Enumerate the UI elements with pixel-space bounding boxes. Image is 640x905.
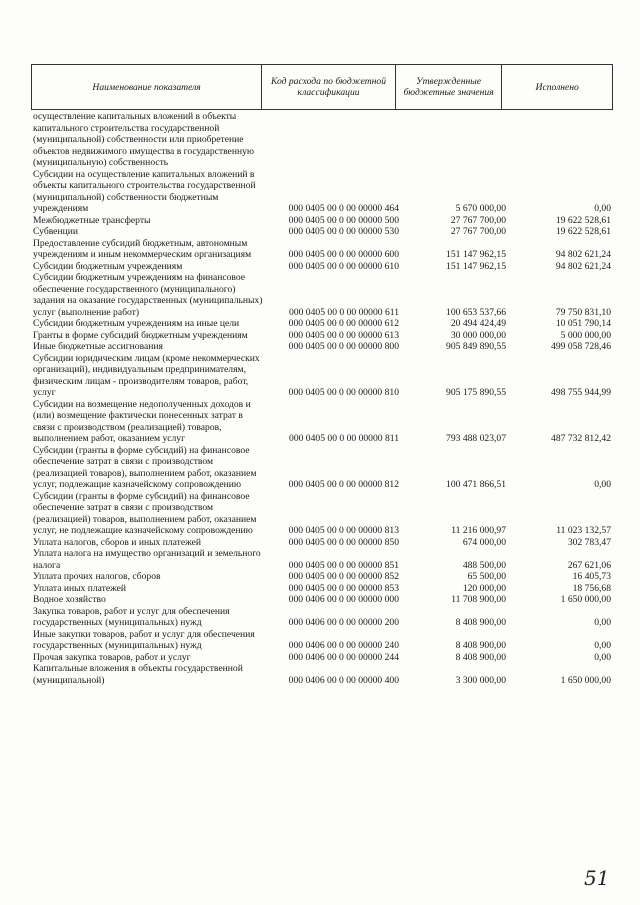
row-approved: 8 408 900,00 <box>455 617 506 628</box>
row-approved: 20 494 424,49 <box>450 318 506 329</box>
row-code: 000 0405 00 0 00 00000 800 <box>288 341 399 352</box>
row-code: 000 0405 00 0 00 00000 613 <box>288 329 399 341</box>
row-name: Субсидии бюджетным учреждениям <box>33 260 183 272</box>
row-executed: 5 000 000,00 <box>560 329 611 341</box>
table-row <box>33 583 613 595</box>
row-name: Субсидии на осуществление капитальных вложений в объекты капитального строительства государственной (муниципальной) собственности бюджетным учреждениям <box>33 168 256 214</box>
row-code: 000 0405 00 0 00 00000 610 <box>288 260 399 272</box>
row-approved: 905 175 890,55 <box>446 387 506 398</box>
header-name: Наименование показателя <box>92 81 201 93</box>
row-approved: 27 767 700,00 <box>450 226 506 237</box>
row-approved: 5 670 000,00 <box>455 203 506 214</box>
row-code: 000 0406 00 0 00 00000 200 <box>288 617 399 628</box>
row-name: Субсидии бюджетным учреждениям на финансовое обеспечение государственного (муниципального) задания на оказание государственных (муниципальных) услуг (выполнение работ) <box>33 272 263 318</box>
row-code: 000 0405 00 0 00 00000 464 <box>288 203 399 214</box>
row-code: 000 0406 00 0 00 00000 244 <box>288 651 399 663</box>
row-executed: 267 621,06 <box>567 559 611 571</box>
row-approved: 793 488 023,07 <box>446 433 506 444</box>
row-approved: 120 000,00 <box>462 582 506 594</box>
row-code: 000 0405 00 0 00 00000 850 <box>288 536 399 548</box>
row-approved: 100 653 537,66 <box>446 306 506 318</box>
table-row <box>33 318 613 330</box>
row-approved: 8 408 900,00 <box>455 651 506 663</box>
row-code: 000 0405 00 0 00 00000 813 <box>288 525 399 536</box>
header-approved: Утвержденные бюджетные значения <box>395 65 502 109</box>
table-body <box>33 111 613 686</box>
table-row <box>33 537 613 549</box>
row-approved: 11 708 900,00 <box>451 594 506 605</box>
table-row <box>33 226 613 238</box>
row-code: 000 0405 00 0 00 00000 500 <box>288 214 399 226</box>
row-approved: 674 000,00 <box>462 536 506 548</box>
row-approved: 11 216 000,97 <box>451 525 506 536</box>
row-executed: 94 802 621,24 <box>555 260 611 272</box>
row-name: Субсидии (гранты в форме субсидий) на финансовое обеспечение затрат в связи с производством (реализацией) товаров, выполнением работ, оказанием услуг, не подлежащие казначейскому сопровождению <box>33 490 257 536</box>
row-name: Гранты в форме субсидий бюджетным учреждениям <box>33 329 248 341</box>
table-row <box>33 548 613 571</box>
row-executed: 302 783,47 <box>567 536 611 548</box>
row-name: Межбюджетные трансферты <box>33 214 151 226</box>
table-header <box>31 64 613 110</box>
row-code: 000 0405 00 0 00 00000 851 <box>288 559 399 571</box>
row-name: Субсидии на возмещение недополученных доходов и (или) возмещение фактически понесенных затрат в связи с производством (реализацией) товаров, выполнением работ, оказанием услуг <box>33 398 251 444</box>
row-executed: 499 058 728,46 <box>551 341 611 352</box>
header-executed: Исполнено <box>501 65 612 109</box>
row-name: Водное хозяйство <box>33 594 106 605</box>
row-executed: 18 756,68 <box>572 582 611 594</box>
row-name: Субсидии (гранты в форме субсидий) на финансовое обеспечение затрат в связи с производством (реализацией товаров), выполнением работ, оказанием услуг, подлежащие казначейскому сопровождению <box>33 444 257 490</box>
table-row <box>33 606 613 629</box>
row-name: Закупка товаров, работ и услуг для обеспечения государственных (муниципальных) нужд <box>33 605 230 628</box>
row-approved: 488 500,00 <box>462 559 506 571</box>
table-row <box>33 261 613 273</box>
row-code: 000 0405 00 0 00 00000 811 <box>289 433 399 444</box>
row-executed: 487 732 812,42 <box>551 433 611 444</box>
table-row <box>33 571 613 583</box>
row-name: Уплата прочих налогов, сборов <box>33 571 161 582</box>
row-name: Иные бюджетные ассигнования <box>33 341 163 352</box>
row-code: 000 0405 00 0 00 00000 611 <box>289 306 399 318</box>
table-row <box>33 399 613 445</box>
row-name: Иные закупки товаров, работ и услуг для обеспечения государственных (муниципальных) нужд <box>33 628 255 651</box>
row-executed: 1 650 000,00 <box>560 674 611 686</box>
row-executed: 0,00 <box>594 640 611 651</box>
row-executed: 0,00 <box>594 479 611 490</box>
table-row <box>33 111 613 169</box>
table-row <box>33 629 613 652</box>
table-row <box>33 652 613 664</box>
row-code: 000 0405 00 0 00 00000 812 <box>288 479 399 490</box>
row-name: Субсидии бюджетным учреждениям на иные цели <box>33 318 240 329</box>
row-name: Уплата налога на имущество организаций и земельного налога <box>33 548 261 571</box>
table-row <box>33 594 613 606</box>
row-approved: 151 147 962,15 <box>446 260 506 272</box>
row-executed: 498 755 944,99 <box>551 387 611 398</box>
page-number: 51 <box>584 866 610 890</box>
row-code: 000 0405 00 0 00 00000 852 <box>288 571 399 582</box>
row-approved: 65 500,00 <box>467 571 506 582</box>
row-approved: 3 300 000,00 <box>455 674 506 686</box>
table-row <box>33 169 613 215</box>
row-executed: 94 802 621,24 <box>555 249 611 260</box>
row-code: 000 0405 00 0 00 00000 853 <box>288 582 399 594</box>
row-name: Прочая закупка товаров, работ и услуг <box>33 651 191 663</box>
row-executed: 10 051 790,14 <box>555 318 611 329</box>
row-executed: 16 405,73 <box>572 571 611 582</box>
row-code: 000 0406 00 0 00 00000 400 <box>288 674 399 686</box>
row-executed: 19 622 528,61 <box>555 226 611 237</box>
row-executed: 0,00 <box>594 203 611 214</box>
row-code: 000 0406 00 0 00 00000 240 <box>288 640 399 651</box>
table-row <box>33 272 613 318</box>
row-code: 000 0405 00 0 00 00000 530 <box>288 226 399 237</box>
row-name: Субсидии юридическим лицам (кроме некоммерческих организаций), индивидуальным предпринимателям, физическим лицам - производителям товаров, работ, услуг <box>33 352 260 398</box>
row-approved: 27 767 700,00 <box>450 214 506 226</box>
row-name: осуществление капитальных вложений в объекты капитального строительства государственной (муниципальной) собственности или приобретение объектов недвижимого имущества в государственную (муниципальную) собственность <box>33 111 255 168</box>
row-approved: 100 471 866,51 <box>446 479 506 490</box>
table-row <box>33 445 613 491</box>
row-name: Капитальные вложения в объекты государственной (муниципальной) <box>33 663 243 686</box>
row-name: Уплата налогов, сборов и иных платежей <box>33 536 202 548</box>
table-row <box>33 341 613 353</box>
row-name: Уплата иных платежей <box>33 582 127 594</box>
row-executed: 19 622 528,61 <box>555 214 611 226</box>
row-approved: 905 849 890,55 <box>446 341 506 352</box>
row-executed: 0,00 <box>594 651 611 663</box>
row-executed: 11 023 132,57 <box>556 525 611 536</box>
row-approved: 30 000 000,00 <box>450 329 506 341</box>
row-name: Предоставление субсидий бюджетным, автономным учреждениям и иным некоммерческим организациям <box>33 237 252 260</box>
row-executed: 1 650 000,00 <box>560 594 611 605</box>
row-executed: 79 750 831,10 <box>555 306 611 318</box>
row-executed: 0,00 <box>594 617 611 628</box>
row-name: Субвенции <box>33 226 78 237</box>
row-approved: 8 408 900,00 <box>455 640 506 651</box>
table-row <box>33 663 613 686</box>
row-code: 000 0405 00 0 00 00000 600 <box>288 249 399 260</box>
table-row <box>33 353 613 399</box>
table-row <box>33 215 613 227</box>
table-row <box>33 330 613 342</box>
header-code: Код расхода по бюджетной классификации <box>261 65 395 109</box>
row-approved: 151 147 962,15 <box>446 249 506 260</box>
row-code: 000 0405 00 0 00 00000 810 <box>288 387 399 398</box>
table-row <box>33 491 613 537</box>
row-code: 000 0406 00 0 00 00000 000 <box>288 594 399 605</box>
table-row <box>33 238 613 261</box>
row-code: 000 0405 00 0 00 00000 612 <box>288 318 399 329</box>
